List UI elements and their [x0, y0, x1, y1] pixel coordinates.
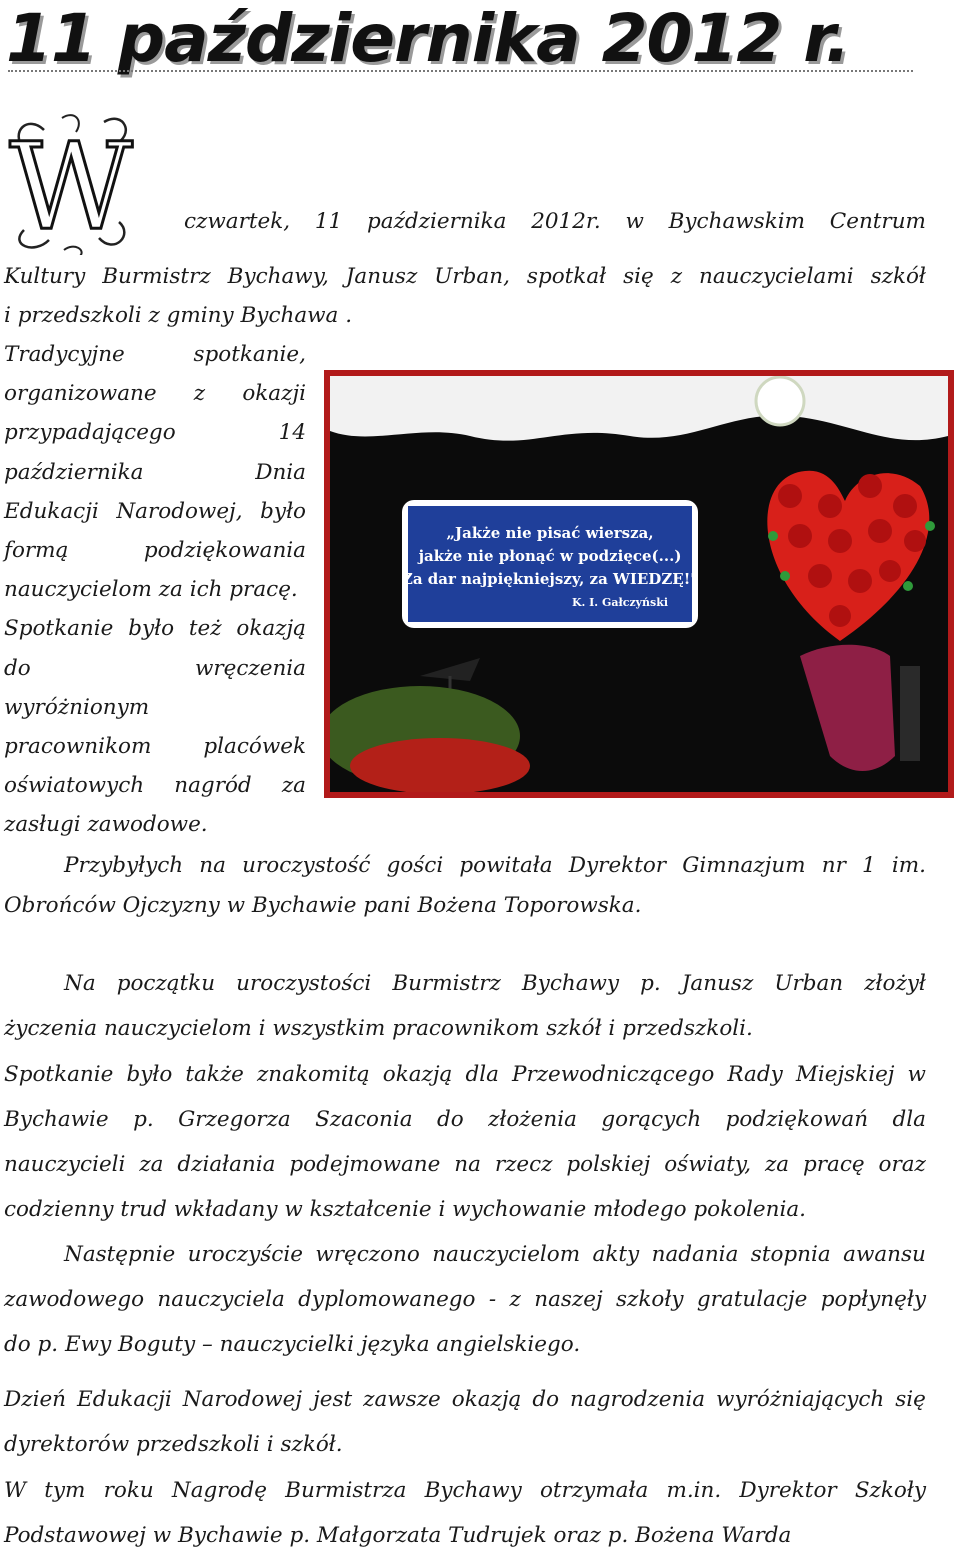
- text-line: [4, 1152, 926, 1177]
- word: z: [670, 264, 683, 289]
- word: rzecz: [494, 1152, 553, 1177]
- word: Centrum: [829, 209, 926, 234]
- word: Spotkanie: [4, 1062, 114, 1087]
- word: wyróżnionym: [4, 694, 150, 720]
- word: Bychawskim: [668, 209, 805, 234]
- word: na: [454, 1152, 481, 1177]
- text-line: [4, 538, 306, 563]
- word: nauczycielom: [432, 1242, 581, 1267]
- word: w: [625, 209, 644, 234]
- word: W: [4, 1478, 27, 1503]
- word: Grzegorza: [178, 1107, 291, 1132]
- banner-author: K. I. Gałczyński: [571, 596, 669, 609]
- word: Dnia: [255, 459, 306, 485]
- text-line: [4, 656, 306, 681]
- word: p.: [133, 1107, 154, 1132]
- word: dyplomowanego: [298, 1287, 476, 1312]
- word: Tradycyjne: [4, 342, 125, 367]
- word: 2012r.: [531, 209, 601, 234]
- speaker-figure: [900, 666, 920, 761]
- word: października: [4, 459, 144, 485]
- word: złożenia: [488, 1107, 577, 1132]
- word: pracę: [803, 1152, 865, 1177]
- word: nagród: [174, 773, 252, 799]
- text-line: [4, 1062, 926, 1087]
- word: do: [436, 1107, 464, 1132]
- word: okazją: [236, 616, 306, 642]
- text-line: do p. Ewy Boguty – nauczycielki języka angielskiego.: [4, 1332, 581, 1357]
- word: 14: [278, 420, 306, 446]
- word: jest: [313, 1387, 353, 1412]
- word: także: [185, 1062, 244, 1087]
- banner-line-3: Za dar najpiękniejszy, za WIEDZĘ!": [401, 570, 699, 588]
- word: było: [260, 498, 306, 524]
- word: 1: [862, 853, 876, 878]
- word: podziękowania: [143, 538, 306, 563]
- text-line: [4, 1107, 926, 1132]
- text-line: [4, 695, 149, 720]
- text-line: [4, 577, 298, 602]
- word: stopnia: [750, 1242, 831, 1267]
- word: Narodowej: [182, 1387, 303, 1412]
- word: też: [188, 616, 222, 642]
- word: Dyrektor: [568, 853, 667, 878]
- word: z: [193, 381, 206, 407]
- word: nagrodzenia: [570, 1387, 706, 1412]
- word: zasługi zawodowe.: [4, 812, 208, 838]
- text-line: [64, 971, 926, 996]
- word: 11: [314, 209, 343, 234]
- word: uroczystości: [236, 971, 372, 996]
- text-line: [4, 420, 306, 445]
- word: oraz: [878, 1152, 926, 1177]
- word: Nagrodę: [171, 1478, 267, 1503]
- word: dla: [892, 1107, 926, 1132]
- word: przypadającego: [4, 420, 176, 446]
- word: pracownikom: [4, 734, 152, 759]
- word: organizowane: [4, 381, 157, 407]
- word: awansu: [843, 1242, 926, 1267]
- text-line: codzienny trud wkładany w kształcenie i wychowanie młodego pokolenia.: [4, 1197, 807, 1222]
- word: znakomitą: [256, 1062, 370, 1087]
- word: placówek: [203, 734, 306, 759]
- word: otrzymała: [539, 1478, 649, 1503]
- text-line: [4, 773, 306, 798]
- word: uroczyście: [187, 1242, 303, 1267]
- word: szkół: [870, 264, 926, 289]
- word: października: [366, 209, 507, 234]
- word: Janusz: [681, 971, 754, 996]
- word: nr: [821, 853, 846, 878]
- word: popłynęły: [820, 1287, 926, 1312]
- flower-bouquet-icon: [756, 377, 804, 425]
- word: Szaconia: [315, 1107, 413, 1132]
- word: do: [4, 655, 31, 681]
- word: Na: [64, 971, 96, 996]
- stage-photo-illustration: [330, 376, 948, 792]
- word: z: [509, 1287, 521, 1312]
- word: Burmistrza: [285, 1478, 407, 1503]
- word: Spotkanie: [4, 616, 114, 642]
- text-line: [4, 1287, 926, 1312]
- text-line: [4, 264, 926, 289]
- word: Dyrektor: [739, 1478, 837, 1503]
- word: Bychawy: [521, 971, 620, 996]
- word: okazją: [382, 1062, 453, 1087]
- word: Rady: [727, 1062, 783, 1087]
- word: tym: [44, 1478, 86, 1503]
- text-line: [64, 1242, 926, 1267]
- word: wręczenia: [194, 655, 306, 681]
- word: się: [895, 1387, 926, 1412]
- dropcap-letter: W: [9, 118, 133, 255]
- word: w: [907, 1062, 926, 1087]
- word: do: [532, 1387, 560, 1412]
- word: Edukacji: [77, 1387, 172, 1412]
- word: akty: [592, 1242, 640, 1267]
- word: nauczycieli: [4, 1152, 126, 1177]
- word: nauczycielami: [698, 264, 854, 289]
- text-line: Obrońców Ojczyzny w Bychawie pani Bożena Toporowska.: [4, 893, 642, 918]
- ornamental-dropcap-w-icon: [4, 110, 139, 255]
- word: Szkoły: [854, 1478, 926, 1503]
- word: oświatowych: [4, 773, 145, 799]
- word: było: [128, 616, 175, 642]
- word: Miejskiej: [795, 1062, 895, 1087]
- text-line: dyrektorów przedszkoli i szkół.: [4, 1432, 343, 1457]
- word: Bychawy,: [227, 264, 329, 289]
- word: nauczycielom za ich pracę.: [4, 577, 298, 603]
- word: Kultury: [4, 264, 86, 289]
- text-line: [184, 209, 926, 234]
- word: zawsze: [363, 1387, 441, 1412]
- word: spotkał: [526, 264, 607, 289]
- word: wyróżniających: [716, 1387, 885, 1412]
- text-line: [4, 616, 306, 641]
- text-line: [4, 1478, 926, 1503]
- word: Urban: [774, 971, 844, 996]
- word: Janusz: [345, 264, 418, 289]
- word: polskiej: [566, 1152, 651, 1177]
- word: nauczyciela: [157, 1287, 285, 1312]
- word: p.: [640, 971, 661, 996]
- word: -: [488, 1287, 497, 1312]
- banner-line-2: jakże nie płonąć w podzięce(...): [418, 547, 682, 565]
- word: nadania: [651, 1242, 739, 1267]
- word: gratulacje: [696, 1287, 808, 1312]
- word: spotkanie,: [193, 342, 306, 367]
- word: początku: [116, 971, 216, 996]
- text-line: [4, 812, 208, 837]
- word: Narodowej,: [116, 498, 243, 524]
- text-line: [4, 734, 306, 759]
- word: szkoły: [616, 1287, 684, 1312]
- word: czwartek,: [184, 209, 291, 234]
- word: gości: [386, 853, 444, 878]
- word: złożył: [864, 971, 926, 996]
- banner-line-1: „Jakże nie pisać wiersza,: [446, 524, 654, 542]
- text-line: Podstawowej w Bychawie p. Małgorzata Tudrujek oraz p. Bożena Warda: [4, 1523, 792, 1548]
- word: wręczono: [315, 1242, 420, 1267]
- word: za: [281, 773, 306, 799]
- word: podejmowane: [289, 1152, 441, 1177]
- word: okazji: [242, 381, 306, 407]
- word: Bychawie: [4, 1107, 109, 1132]
- word: Przewodniczącego: [511, 1062, 715, 1087]
- word: się: [623, 264, 654, 289]
- text-line: [4, 499, 306, 524]
- word: Następnie: [64, 1242, 176, 1267]
- word: za: [139, 1152, 164, 1177]
- word: powitała: [459, 853, 553, 878]
- event-photo: [324, 370, 954, 798]
- word: Gimnazjum: [682, 853, 806, 878]
- word: dla: [465, 1062, 499, 1087]
- word: na: [199, 853, 226, 878]
- word: Urban,: [434, 264, 510, 289]
- word: Przybyłych: [64, 853, 184, 878]
- text-line: [4, 460, 306, 485]
- word: podziękowań: [725, 1107, 869, 1132]
- word: naszej: [534, 1287, 603, 1312]
- word: za: [764, 1152, 790, 1177]
- word: oświaty,: [664, 1152, 752, 1177]
- word: im.: [891, 853, 926, 878]
- word: było: [126, 1062, 173, 1087]
- word: uroczystość: [242, 853, 371, 878]
- text-line: [4, 342, 306, 367]
- text-line: [4, 1387, 926, 1412]
- word: Bychawy: [424, 1478, 522, 1503]
- word: formą: [4, 538, 69, 563]
- title-underline: [8, 70, 913, 72]
- word: zawodowego: [4, 1287, 145, 1312]
- word: działania: [177, 1152, 276, 1177]
- text-line: i przedszkoli z gminy Bychawa .: [4, 303, 353, 328]
- word: Edukacji: [4, 498, 99, 524]
- word: gorących: [601, 1107, 702, 1132]
- word: Dzień: [4, 1387, 67, 1412]
- word: m.in.: [666, 1478, 722, 1503]
- text-line: życzenia nauczycielom i wszystkim pracownikom szkół i przedszkoli.: [4, 1016, 753, 1041]
- text-line: [4, 381, 306, 406]
- word: roku: [103, 1478, 154, 1503]
- text-line: [64, 853, 926, 878]
- word: okazją: [451, 1387, 522, 1412]
- page-title: 11 października 2012 r.: [6, 0, 850, 77]
- word: Burmistrz: [392, 971, 501, 996]
- word: Burmistrz: [102, 264, 211, 289]
